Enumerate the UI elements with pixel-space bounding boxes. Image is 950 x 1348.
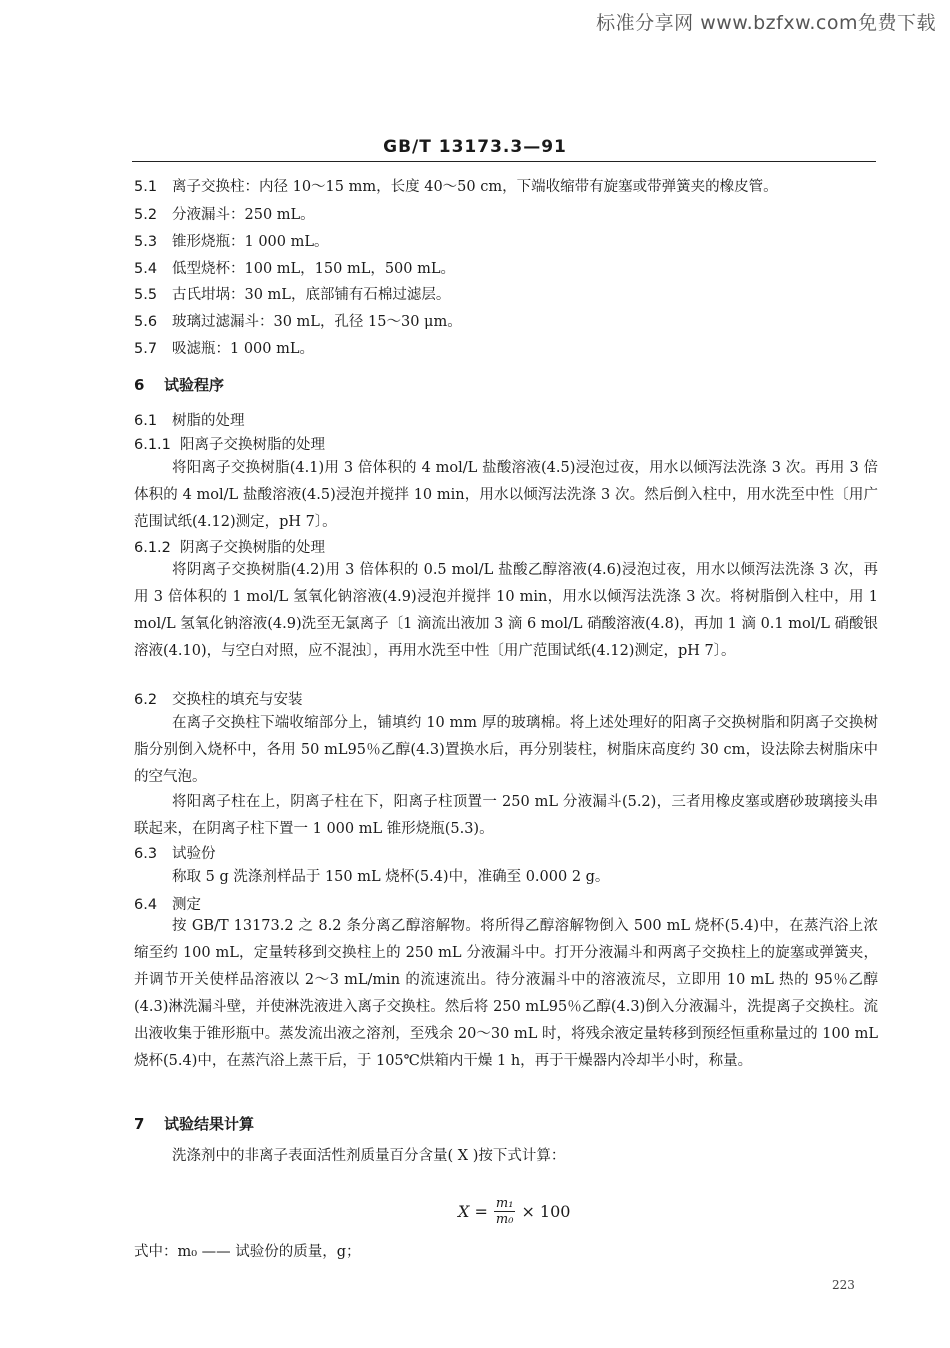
paragraph-7: 洗涤剂中的非离子表面活性剂质量百分含量( X )按下式计算： [172,1148,566,1164]
formula-rhs: × 100 [521,1202,571,1221]
list-item: 5.3 锥形烧瓶：1 000 mL。 [134,234,329,250]
list-item: 5.7 吸滤瓶：1 000 mL。 [134,341,314,357]
paragraph-6-2-b: 将阳离子柱在上，阴离子柱在下，阳离子柱顶置一 250 mL 分液漏斗(5.2)，三者用橡皮塞或磨砂玻璃接头串联起来，在阴离子柱下置一 1 000 mL 锥形烧瓶(5.3)。 [134,794,878,837]
list-item: 5.6 玻璃过滤漏斗：30 mL，孔径 15～30 μm。 [134,314,462,330]
formula-numerator: m₁ [495,1196,514,1211]
section-heading-6: 6 试验程序 [134,376,225,394]
formula-denominator: m₀ [495,1212,514,1227]
watermark: 标准分享网 www.bzfxw.com免费下载 [596,12,936,34]
formula [458,1196,570,1227]
formula-where: 式中：m₀ —— 试验份的质量，g； [134,1244,361,1260]
subsection-heading: 6.1.1 阳离子交换树脂的处理 [134,437,325,453]
paragraph-6-3: 称取 5 g 洗涤剂样品于 150 mL 烧杯(5.4)中，准确至 0.000 2 g。 [172,869,610,885]
list-item: 5.1 离子交换柱：内径 10～15 mm，长度 40～50 cm，下端收缩带有旋塞或带弹簧夹的橡皮管。 [134,179,778,195]
paragraph-6-2-a: 在离子交换柱下端收缩部分上，铺填约 10 mm 厚的玻璃棉。将上述处理好的阳离子交换树脂和阴离子交换树脂分别倒入烧杯中，各用 50 mL95％乙醇(4.3)置换水后，再分别装柱，树脂床高度约 30 cm，设法除去树脂床中的空气泡。 [134,715,878,785]
subsection-heading: 6.1 树脂的处理 [134,413,245,429]
section-heading-7: 7 试验结果计算 [134,1115,255,1133]
list-item: 5.4 低型烧杯：100 mL，150 mL，500 mL。 [134,261,455,277]
list-item: 5.5 古氏坩埚：30 mL，底部铺有石棉过滤层。 [134,287,451,303]
page-number: 223 [832,1278,855,1292]
formula-fraction [494,1196,516,1227]
paragraph-6-1-2: 将阴离子交换树脂(4.2)用 3 倍体积的 0.5 mol/L 盐酸乙醇溶液(4.6)浸泡过夜，用水以倾泻法洗涤 3 次，再用 3 倍体积的 1 mol/L 氢氧化钠溶液(4.9)浸泡并搅拌 10 min，用水以倾泻法洗涤 3 次。将树脂倒入柱中，用 1 mol/L 氢氧化钠溶液(4.9)洗至无氯离子〔1 滴流出液加 3 滴 6 mol/L 硝酸溶液(4.8)，再加 1 滴 0.1 mol/L 硝酸银溶液(4.10)，与空白对照，应不混浊〕，再用水洗至中性〔用广范围试纸(4.12)测定，pH 7〕。 [134,562,878,659]
header-rule [132,161,876,162]
list-item: 5.2 分液漏斗：250 mL。 [134,207,315,223]
subsection-heading: 6.2 交换柱的填充与安装 [134,692,303,708]
document-header: GB/T 13173.3—91 [383,137,567,157]
subsection-heading: 6.4 测定 [134,897,201,913]
subsection-heading: 6.1.2 阴离子交换树脂的处理 [134,540,325,556]
paragraph-6-1-1: 将阳离子交换树脂(4.1)用 3 倍体积的 4 mol/L 盐酸溶液(4.5)浸泡过夜，用水以倾泻法洗涤 3 次。再用 3 倍体积的 4 mol/L 盐酸溶液(4.5)浸泡并搅拌 10 min，用水以倾泻法洗涤 3 次。然后倒入柱中，用水洗至中性〔用广范围试纸(4.12)测定，pH 7〕。 [134,460,878,530]
formula-lhs: X = [458,1202,488,1221]
paragraph-6-4: 按 GB/T 13173.2 之 8.2 条分离乙醇溶解物。将所得乙醇溶解物倒入 500 mL 烧杯(5.4)中，在蒸汽浴上浓缩至约 100 mL，定量转移到交换柱上的 250 mL 分液漏斗中。打开分液漏斗和两离子交换柱上的旋塞或弹簧夹，并调节开关使样品溶液以 2～3 mL/min 的流速流出。待分液漏斗中的溶液流尽，立即用 10 mL 热的 95％乙醇(4.3)淋洗漏斗壁，并使淋洗液进入离子交换柱。然后将 250 mL95％乙醇(4.3)倒入分液漏斗，洗提离子交换柱。流出液收集于锥形瓶中。蒸发流出液之溶剂，至残余 20～30 mL 时，将残余液定量转移到预经恒重称量过的 100 mL 烧杯(5.4)中，在蒸汽浴上蒸干后，于 105℃烘箱内干燥 1 h，再于干燥器内冷却半小时，称量。 [134,918,878,1069]
subsection-heading: 6.3 试验份 [134,846,216,862]
